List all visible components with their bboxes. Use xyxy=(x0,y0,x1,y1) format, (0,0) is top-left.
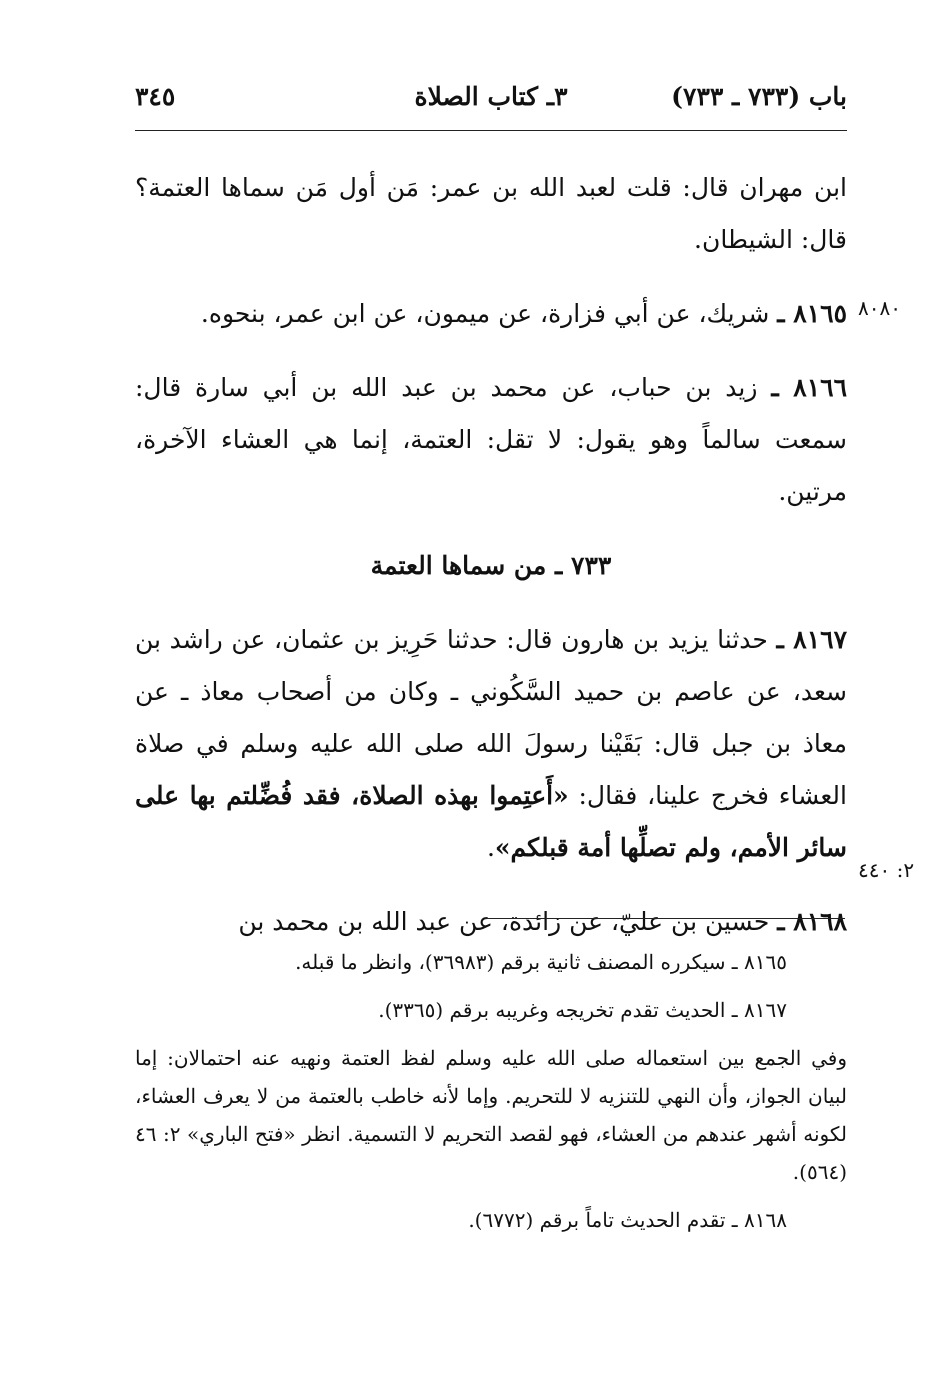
page-number: ٣٤٥ xyxy=(135,82,176,111)
footnote: وفي الجمع بين استعماله صلى الله عليه وسلم لفظ العتمة ونهيه عنه احتمالان: إما لبيان الجواز، وأن النهي للتنزيه لا للتحريم. وإما لأنه خاطب بالعتمة من لا يعرف العشاء، لكونه أشهر عندهم من العشاء، فهو لقصد التحريم لا التسمية. انظر «فتح الباري» ٢: ٤٦ (٥٦٤). xyxy=(135,1046,847,1184)
footnote: ٨١٦٧ ـ الحديث تقدم تخريجه وغريبه برقم (٣٣٦٥). xyxy=(378,998,787,1022)
hadith-8165 xyxy=(135,288,847,340)
hadith-text: حسين بن عليّ، عن زائدة، عن عبد الله بن محمد بن xyxy=(238,907,778,936)
hadith-number: ٨١٦٨ ـ xyxy=(777,907,847,936)
book-title: ٣ـ كتاب الصلاة xyxy=(414,82,568,111)
header-divider xyxy=(135,130,847,131)
margin-reference: ٢: ٤٤٠ xyxy=(858,858,915,882)
prophetic-saying: «أَعتِموا بهذه الصلاة، فقد فُضِّلتم بها على سائر الأمم، ولم تصلِّها أمة قبلكم» xyxy=(135,781,847,862)
footnote: ٨١٦٨ ـ تقدم الحديث تاماً برقم (٦٧٧٢). xyxy=(468,1208,787,1232)
main-text xyxy=(135,162,847,948)
margin-reference: ٨٠٨٠ xyxy=(858,296,901,320)
paragraph-continuation: ابن مهران قال: قلت لعبد الله بن عمر: مَن أول مَن سماها العتمة؟ قال: الشيطان. xyxy=(135,173,847,254)
chapter-range: باب (٧٣٣ ـ ٧٣٣) xyxy=(671,82,847,111)
section-heading: ٧٣٣ ـ من سماها العتمة xyxy=(370,551,612,580)
hadith-text: زيد بن حباب، عن محمد بن عبد الله بن أبي سارة قال: سمعت سالماً وهو يقول: لا تقل: العتمة، إنما هي العشاء الآخرة، مرتين. xyxy=(135,373,847,506)
hadith-8166 xyxy=(135,362,847,518)
running-header xyxy=(135,82,847,122)
hadith-8167 xyxy=(135,614,847,874)
hadith-number: ٨١٦٦ ـ xyxy=(771,373,848,402)
hadith-number: ٨١٦٥ ـ xyxy=(777,299,847,328)
hadith-end: . xyxy=(486,833,495,862)
hadith-text: حدثنا يزيد بن هارون قال: حدثنا حَرِيز بن عثمان، عن راشد بن سعد، عن عاصم بن حميد السَّكُوني ـ وكان من أصحاب معاذ ـ عن معاذ بن جبل قال: بَقَيْنا رسولَ الله صلى الله عليه وسلم في صلاة العشاء فخرج علينا، فقال: xyxy=(135,625,847,810)
hadith-8168 xyxy=(135,896,847,948)
hadith-text: شريك، عن أبي فزارة، عن ميمون، عن ابن عمر، بنحوه. xyxy=(200,299,778,328)
footnote: ٨١٦٥ ـ سيكرره المصنف ثانية برقم (٣٦٩٨٣)، وانظر ما قبله. xyxy=(295,950,787,974)
hadith-number: ٨١٦٧ ـ xyxy=(776,625,848,654)
footnotes xyxy=(135,943,847,1249)
footnote-divider xyxy=(485,918,845,919)
